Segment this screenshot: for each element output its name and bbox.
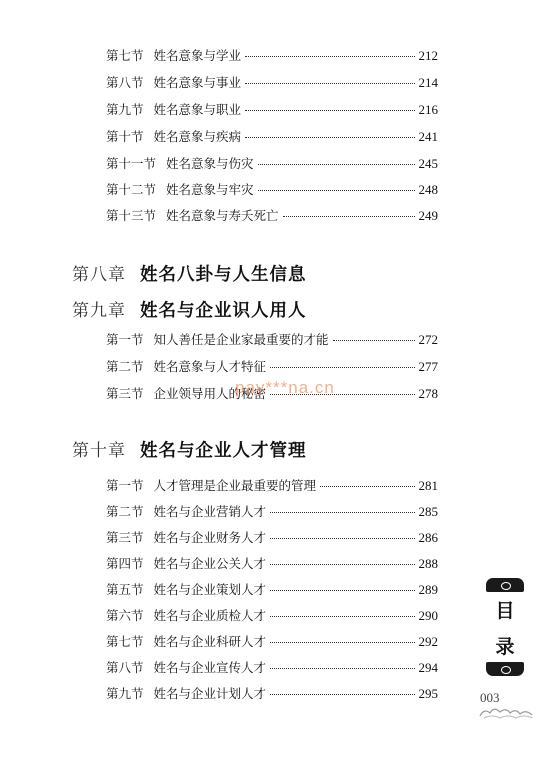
leader-dots	[270, 563, 414, 565]
section-number: 第二节	[106, 359, 144, 374]
ornament-top-icon	[486, 578, 524, 592]
toc-entry[interactable]	[106, 208, 438, 224]
section-title: 姓名与企业科研人才	[153, 634, 267, 649]
section-number: 第七节	[106, 48, 144, 63]
leader-dots	[333, 339, 415, 341]
section-title: 姓名意象与寿夭死亡	[166, 208, 279, 223]
leader-dots	[270, 537, 414, 539]
chapter-title: 姓名与企业识人用人	[140, 301, 307, 321]
section-title: 姓名意象与学业	[153, 48, 242, 63]
section-number: 第五节	[106, 582, 144, 597]
leader-dots	[270, 693, 414, 695]
page-ref: 248	[418, 182, 438, 197]
page-ref: 295	[418, 686, 438, 701]
toc-entry[interactable]	[106, 478, 438, 494]
chapter-heading[interactable]	[72, 260, 307, 286]
section-number: 第七节	[106, 634, 144, 649]
chapter-heading[interactable]	[72, 436, 307, 462]
section-number: 第一节	[106, 478, 144, 493]
section-title: 姓名与企业质检人才	[153, 608, 267, 623]
leader-dots	[245, 82, 414, 84]
leader-dots	[270, 511, 414, 513]
page-ref: 290	[418, 608, 438, 623]
toc-entry[interactable]	[106, 75, 438, 91]
watermark: pay***na.cn	[235, 378, 335, 397]
leader-dots	[270, 641, 414, 643]
leader-dots	[270, 667, 414, 669]
leader-dots	[245, 55, 414, 57]
page-ref: 292	[418, 634, 438, 649]
section-title: 姓名与企业公关人才	[153, 556, 267, 571]
section-number: 第十二节	[106, 182, 157, 197]
leader-dots	[270, 615, 414, 617]
section-number: 第八节	[106, 660, 144, 675]
leader-dots	[245, 109, 414, 111]
toc-entry[interactable]	[106, 332, 438, 348]
section-number: 第十一节	[106, 156, 157, 171]
page-ref: 245	[418, 156, 438, 171]
page-ref: 216	[418, 102, 438, 117]
page-ref: 285	[418, 504, 438, 519]
leader-dots	[283, 215, 415, 217]
chapter-title: 姓名八卦与人生信息	[140, 265, 307, 285]
toc-entry[interactable]	[106, 156, 438, 172]
section-title: 姓名意象与人才特征	[153, 359, 267, 374]
ornament-bottom-icon	[486, 662, 524, 676]
toc-entry[interactable]	[106, 556, 438, 572]
toc-entry[interactable]	[106, 102, 438, 118]
page-ref: 281	[418, 478, 438, 493]
side-tab-char: 录	[495, 636, 515, 658]
page-ref: 214	[418, 75, 438, 90]
page-ref: 241	[418, 129, 438, 144]
page-ref: 212	[418, 48, 438, 63]
page-ref: 277	[418, 359, 438, 374]
section-title: 姓名与企业策划人才	[153, 582, 267, 597]
toc-entry[interactable]	[106, 182, 438, 198]
page-ref: 278	[418, 386, 438, 401]
toc-entry[interactable]	[106, 504, 438, 520]
section-number: 第十节	[106, 129, 144, 144]
chapter-number: 第八章	[72, 265, 126, 285]
toc-entry[interactable]	[106, 608, 438, 624]
leader-dots	[258, 163, 415, 165]
section-number: 第八节	[106, 75, 144, 90]
leader-dots	[258, 189, 415, 191]
section-title: 姓名与企业计划人才	[153, 686, 267, 701]
section-number: 第十三节	[106, 208, 157, 223]
section-title: 姓名意象与职业	[153, 102, 242, 117]
toc-entry[interactable]	[106, 582, 438, 598]
section-number: 第三节	[106, 386, 144, 401]
section-title: 姓名意象与伤灾	[166, 156, 254, 171]
section-number: 第一节	[106, 332, 144, 347]
toc-entry[interactable]	[106, 359, 438, 375]
page-ref: 272	[418, 332, 438, 347]
chapter-title: 姓名与企业人才管理	[140, 441, 307, 461]
chapter-heading[interactable]	[72, 296, 307, 322]
section-title: 姓名与企业营销人才	[153, 504, 267, 519]
chapter-number: 第九章	[72, 301, 126, 321]
section-title: 姓名意象与事业	[153, 75, 242, 90]
section-title: 企业领导用人的秘密	[153, 386, 267, 401]
page-ref: 289	[418, 582, 438, 597]
leader-dots	[270, 589, 414, 591]
section-title: 人才管理是企业最重要的管理	[153, 478, 317, 493]
toc-entry[interactable]	[106, 660, 438, 676]
section-title: 知人善任是企业家最重要的才能	[153, 332, 329, 347]
section-number: 第三节	[106, 530, 144, 545]
cloud-ornament-icon	[478, 704, 536, 720]
leader-dots	[270, 366, 414, 368]
section-title: 姓名与企业财务人才	[153, 530, 267, 545]
section-number: 第六节	[106, 608, 144, 623]
page-ref: 249	[418, 208, 438, 223]
section-number: 第二节	[106, 504, 144, 519]
section-title: 姓名意象与疾病	[153, 129, 242, 144]
page-ref: 288	[418, 556, 438, 571]
toc-entry[interactable]	[106, 48, 438, 64]
section-number: 第九节	[106, 102, 144, 117]
page-number: 003	[480, 690, 500, 705]
side-tab-char: 目	[495, 600, 515, 622]
section-number: 第九节	[106, 686, 144, 701]
page-ref: 286	[418, 530, 438, 545]
section-title: 姓名与企业宣传人才	[153, 660, 267, 675]
toc-entry[interactable]	[106, 530, 438, 546]
toc-entry[interactable]	[106, 686, 438, 702]
section-title: 姓名意象与牢灾	[166, 182, 254, 197]
chapter-number: 第十章	[72, 441, 126, 461]
leader-dots	[320, 485, 414, 487]
page-ref: 294	[418, 660, 438, 675]
toc-entry[interactable]	[106, 129, 438, 145]
section-number: 第四节	[106, 556, 144, 571]
side-tab	[484, 578, 528, 678]
leader-dots	[245, 136, 414, 138]
toc-entry[interactable]	[106, 634, 438, 650]
